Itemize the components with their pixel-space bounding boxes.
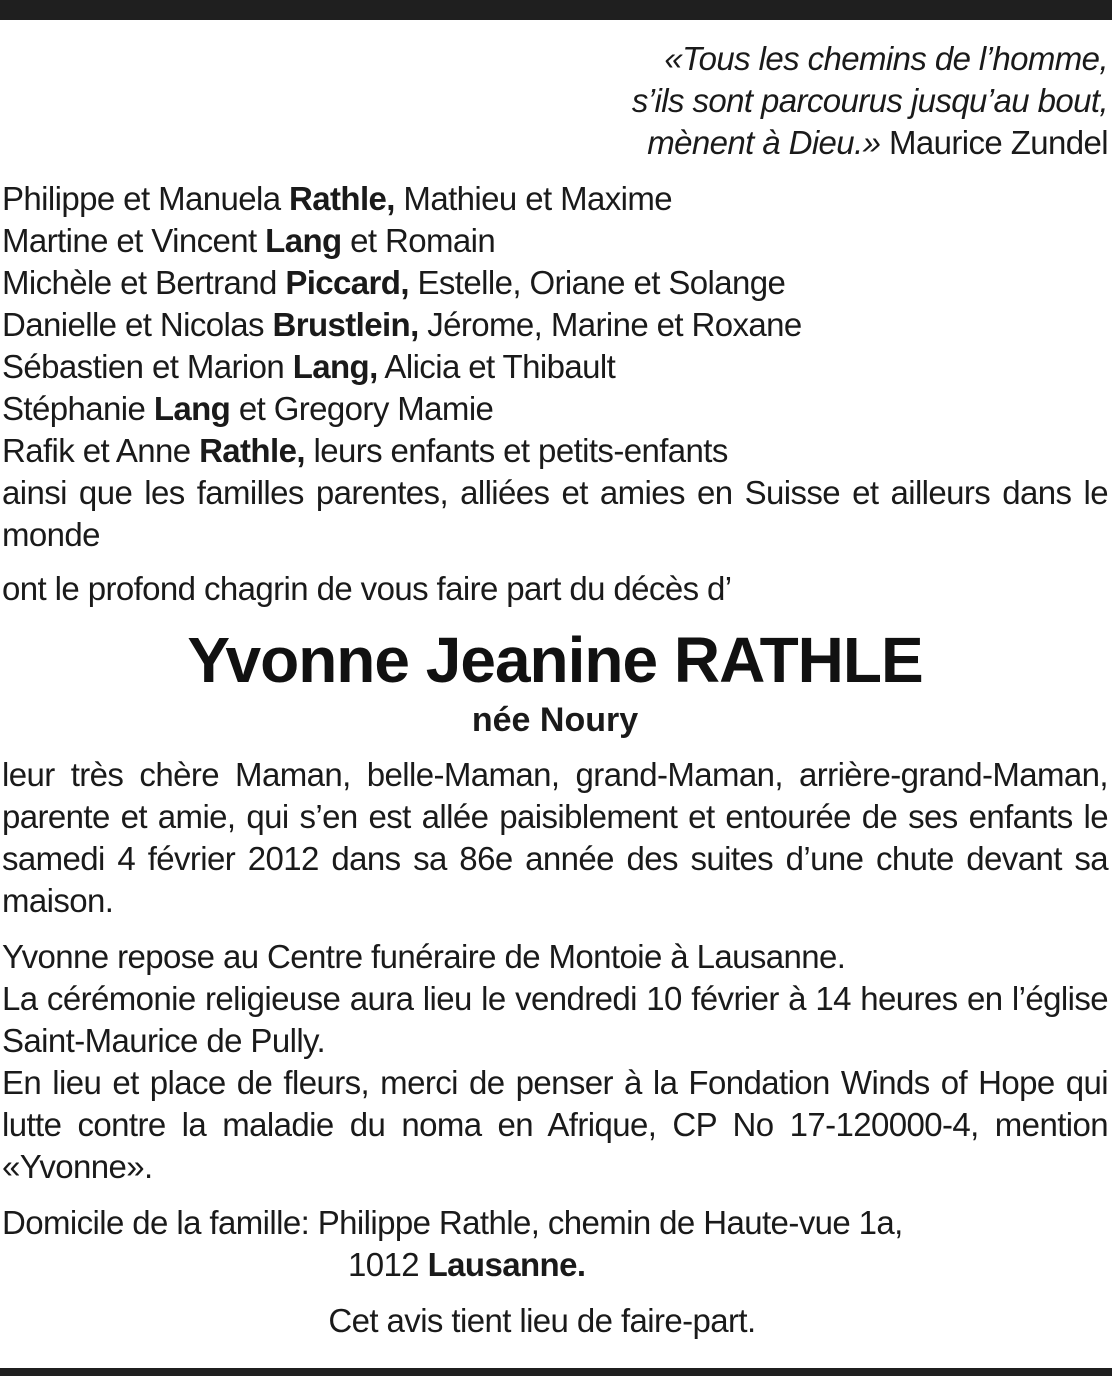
ceremony-details	[2, 936, 1108, 1188]
family-names: Mathieu et Maxime	[394, 180, 673, 217]
domicile-address: Philippe Rathle, chemin de Haute-vue 1a,	[317, 1204, 903, 1241]
family-domicile	[2, 1202, 1108, 1286]
family-line	[2, 430, 1108, 472]
quote-line-1: «Tous les chemins de l’homme,	[664, 40, 1108, 77]
family-line	[2, 220, 1108, 262]
family-line	[2, 388, 1108, 430]
domicile-line-1	[2, 1202, 1108, 1244]
family-surname: Lang	[153, 390, 231, 427]
family-names: Danielle et Nicolas	[2, 306, 273, 343]
domicile-label: Domicile de la famille:	[2, 1204, 318, 1241]
family-list	[2, 178, 1108, 556]
announcement-intro: ont le profond chagrin de vous faire part du décès d’	[2, 570, 732, 607]
family-names: Alicia et Thibault	[377, 348, 616, 385]
family-names: Martine et Vincent	[2, 222, 266, 259]
family-surname: Piccard,	[285, 264, 409, 301]
family-names: et Gregory Mamie	[230, 390, 494, 427]
closing-note: Cet avis tient lieu de faire-part.	[328, 1302, 756, 1339]
family-surname: Lang	[265, 222, 342, 259]
deceased-name: Yvonne Jeanine RATHLE	[187, 624, 923, 696]
family-names: Michèle et Bertrand	[2, 264, 286, 301]
obituary-notice	[2, 38, 1108, 1342]
donation-info: En lieu et place de fleurs, merci de penser à la Fondation Winds of Hope qui lutte contre la maladie du noma en Afrique, CP No 17-120000-4, mention «Yvonne».	[2, 1064, 1108, 1185]
family-surname: Rathle,	[289, 180, 395, 217]
family-surname: Rathle,	[199, 432, 305, 469]
quote-author: Maurice Zundel	[880, 124, 1108, 161]
quote-line-3	[2, 122, 1108, 164]
family-line	[2, 262, 1108, 304]
ceremony-info: La cérémonie religieuse aura lieu le vendredi 10 février à 14 heures en l’église Saint-Maurice de Pully.	[2, 980, 1108, 1059]
quote-line-3-text: mènent à Dieu.»	[647, 124, 881, 161]
repose-info: Yvonne repose au Centre funéraire de Montoie à Lausanne.	[2, 938, 846, 975]
top-rule	[0, 0, 1112, 20]
family-names: Sébastien et Marion	[2, 348, 293, 385]
quote-line-2: s’ils sont parcourus jusqu’au bout,	[631, 82, 1108, 119]
family-surname: Lang,	[292, 348, 378, 385]
family-line	[2, 178, 1108, 220]
maiden-name: née Noury	[471, 701, 639, 739]
family-names: Rafik et Anne	[2, 432, 200, 469]
bottom-rule	[0, 1368, 1112, 1376]
epigraph-quote	[2, 38, 1108, 164]
family-names: et Romain	[341, 222, 496, 259]
domicile-postal: 1012	[348, 1246, 428, 1283]
family-names: Philippe et Manuela	[2, 180, 290, 217]
family-line	[2, 304, 1108, 346]
family-line	[2, 346, 1108, 388]
family-names: Stéphanie	[2, 390, 154, 427]
extended-family-line: ainsi que les familles parentes, alliées et amies en Suisse et ailleurs dans le monde	[2, 474, 1108, 553]
deceased-description: leur très chère Maman, belle-Maman, grand-Maman, arrière-grand-Maman, parente et amie, qui s’en est allée paisiblement et entourée de ses enfants le samedi 4 février 2012 dans sa 86e année des suites d’une chute devant sa maison.	[2, 756, 1108, 919]
family-names: Estelle, Oriane et Solange	[408, 264, 786, 301]
domicile-line-2	[2, 1244, 1108, 1286]
family-surname: Brustlein,	[272, 306, 419, 343]
domicile-city: Lausanne.	[427, 1246, 586, 1283]
family-names: Jérome, Marine et Roxane	[418, 306, 802, 343]
family-names: leurs enfants et petits-enfants	[304, 432, 728, 469]
